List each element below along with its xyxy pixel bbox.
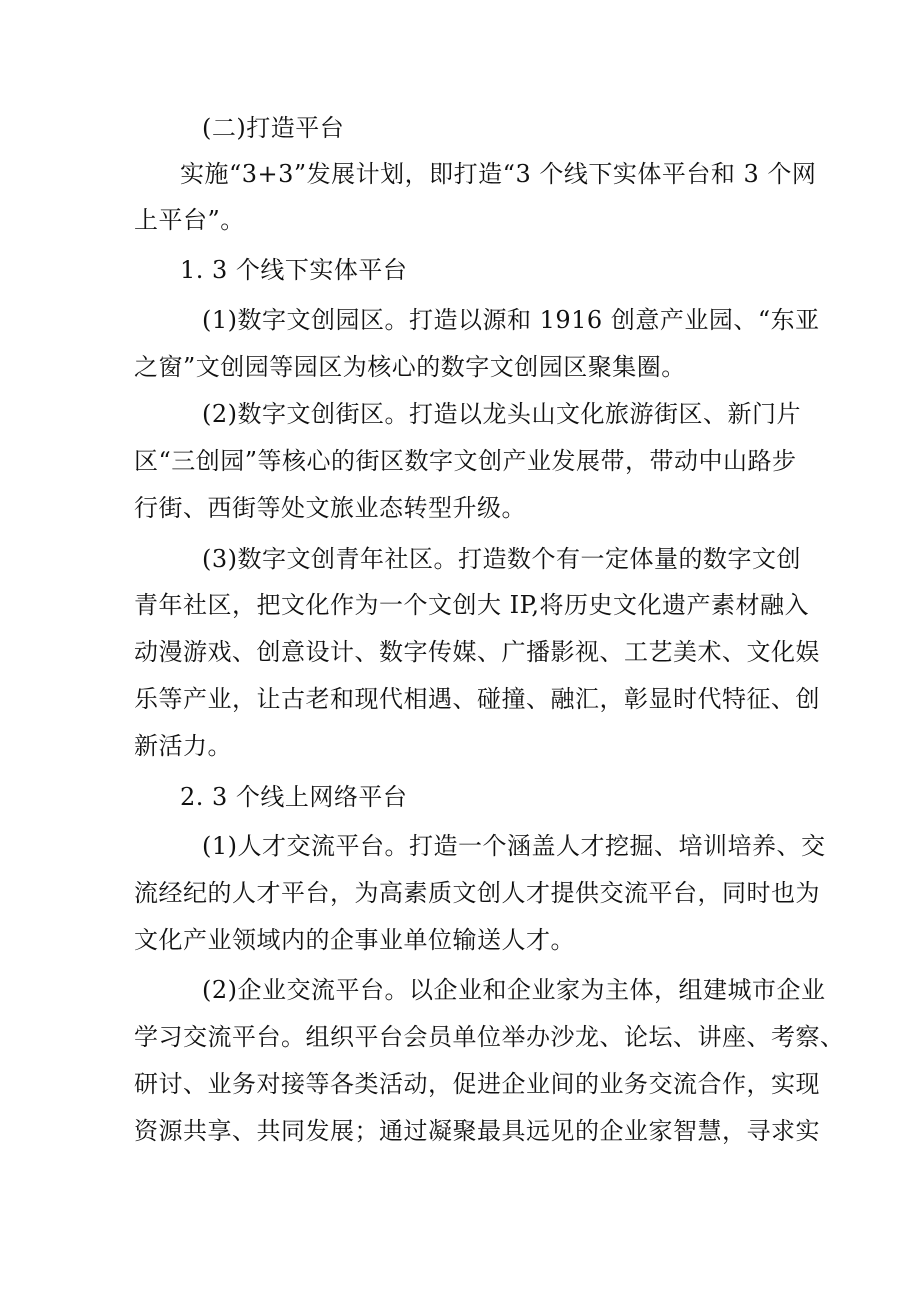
paragraph-line: 上平台”。 [134, 206, 245, 234]
paragraph-line: 新活力。 [134, 732, 232, 760]
paragraph-line: 之窗”文创园等园区为核心的数字文创园区聚集圈。 [134, 353, 686, 381]
paragraph-line: 研讨、业务对接等各类活动，促进企业间的业务交流合作，实现 [134, 1070, 820, 1098]
subsection-heading: 2. 3 个线上网络平台 [180, 783, 408, 811]
paragraph-line: (2)企业交流平台。以企业和企业家为主体，组建城市企业 [202, 976, 826, 1004]
paragraph-line: 实施“3+3”发展计划，即打造“3 个线下实体平台和 3 个网 [180, 160, 817, 188]
paragraph-line: 乐等产业，让古老和现代相遇、碰撞、融汇，彰显时代特征、创 [134, 685, 820, 713]
paragraph-line: 流经纪的人才平台，为高素质文创人才提供交流平台，同时也为 [134, 879, 820, 907]
paragraph-line: 资源共享、共同发展；通过凝聚最具远见的企业家智慧，寻求实 [134, 1117, 820, 1145]
paragraph-line: (2)数字文创街区。打造以龙头山文化旅游街区、新门片 [202, 400, 801, 428]
paragraph-line: 学习交流平台。组织平台会员单位举办沙龙、论坛、讲座、考察、 [134, 1023, 845, 1051]
paragraph-line: (1)人才交流平台。打造一个涵盖人才挖掘、培训培养、交 [202, 832, 826, 860]
paragraph-line: (1)数字文创园区。打造以源和 1916 创意产业园、“东亚 [202, 306, 820, 334]
paragraph-line: 行街、西街等处文旅业态转型升级。 [134, 494, 526, 522]
subsection-heading: 1. 3 个线下实体平台 [180, 256, 408, 284]
paragraph-line: 区“三创园”等核心的街区数字文创产业发展带，带动中山路步 [134, 447, 797, 475]
paragraph-line: 文化产业领域内的企事业单位输送人才。 [134, 926, 575, 954]
section-heading: (二)打造平台 [202, 114, 345, 142]
paragraph-line: 青年社区，把文化作为一个文创大 IP,将历史文化遗产素材融入 [134, 591, 810, 619]
paragraph-line: (3)数字文创青年社区。打造数个有一定体量的数字文创 [202, 545, 801, 573]
paragraph-line: 动漫游戏、创意设计、数字传媒、广播影视、工艺美术、文化娱 [134, 638, 820, 666]
